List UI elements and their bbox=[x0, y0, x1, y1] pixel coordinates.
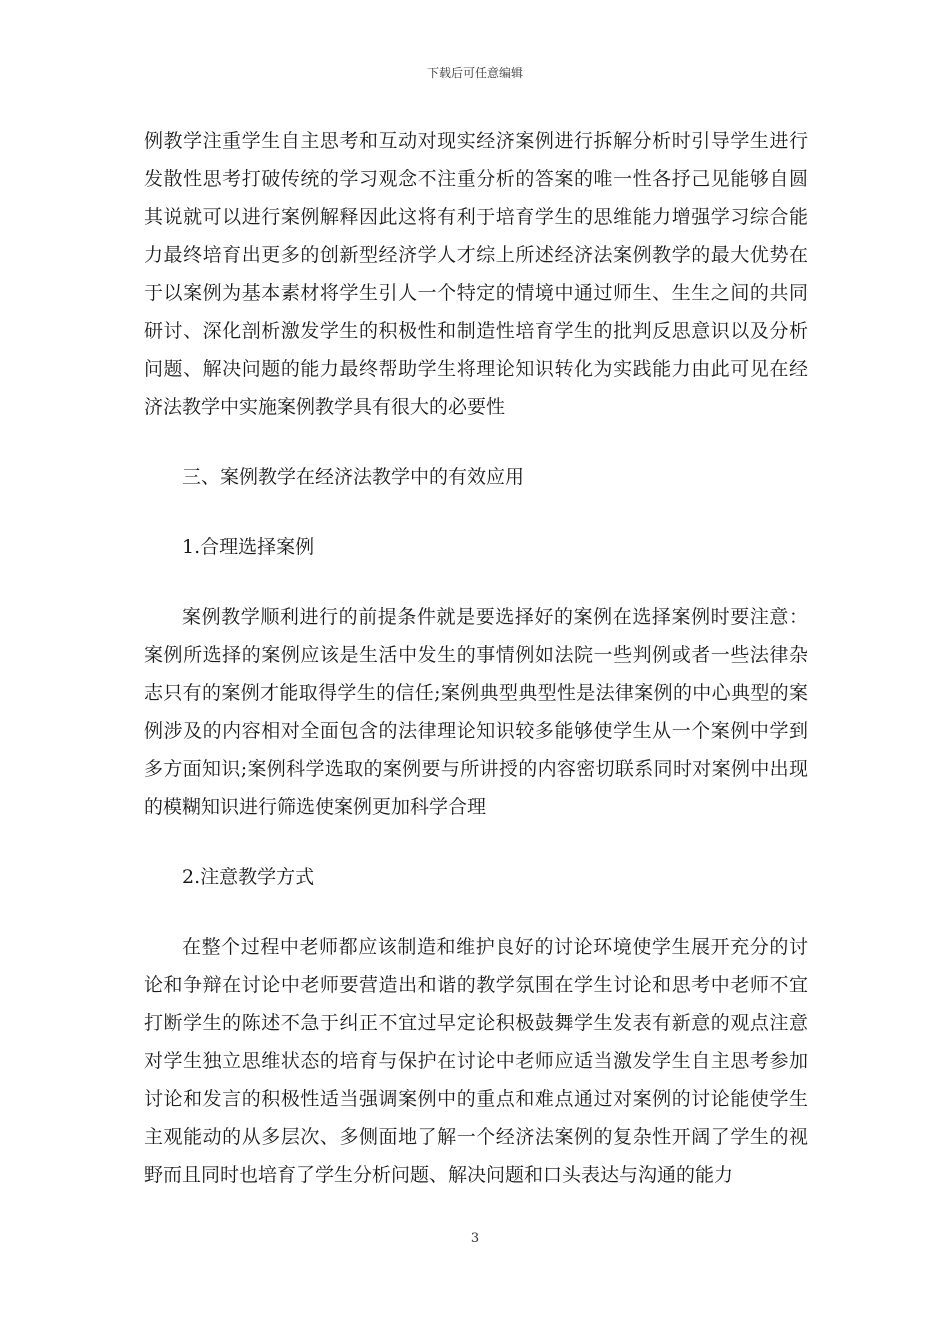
page-number: 3 bbox=[470, 1231, 480, 1246]
paragraph-line: 例教学注重学生自主思考和互动对现实经济案例进行拆解分析时引导学生进行 bbox=[144, 130, 808, 152]
paragraph-line: 其说就可以进行案例解释因此这将有利于培育学生的思维能力增强学习综合能 bbox=[144, 206, 808, 228]
paragraph-line: 打断学生的陈述不急于纠正不宜过早定论积极鼓舞学生发表有新意的观点注意 bbox=[144, 1012, 808, 1034]
paragraph-line: 力最终培育出更多的创新型经济学人才综上所述经济法案例教学的最大优势在 bbox=[144, 244, 808, 266]
paragraph-line: 主观能动的从多层次、多侧面地了解一个经济法案例的复杂性开阔了学生的视 bbox=[144, 1126, 808, 1148]
paragraph-3 bbox=[144, 928, 808, 1194]
page-header: 下载后可任意编辑 bbox=[426, 66, 523, 80]
paragraph-line: 研讨、深化剖析激发学生的积极性和制造性培育学生的批判反思意识以及分析 bbox=[144, 320, 808, 342]
paragraph-line: 的模糊知识进行筛选使案例更加科学合理 bbox=[144, 796, 487, 818]
subheading-1: 1.合理选择案例 bbox=[182, 536, 315, 558]
paragraph-line: 野而且同时也培育了学生分析问题、解决问题和口头表达与沟通的能力 bbox=[144, 1164, 734, 1186]
paragraph-line: 例涉及的内容相对全面包含的法律理论知识较多能够使学生从一个案例中学到 bbox=[144, 720, 808, 742]
paragraph-1 bbox=[144, 122, 808, 426]
paragraph-line: 多方面知识;案例科学选取的案例要与所讲授的内容密切联系同时对案例中出现 bbox=[144, 758, 808, 780]
paragraph-line: 于以案例为基本素材将学生引人一个特定的情境中通过师生、生生之间的共同 bbox=[144, 282, 808, 304]
paragraph-line: 论和争辩在讨论中老师要营造出和谐的教学氛围在学生讨论和思考中老师不宜 bbox=[144, 974, 808, 996]
paragraph-line: 发散性思考打破传统的学习观念不注重分析的答案的唯一性各抒己见能够自圆 bbox=[144, 168, 808, 190]
section-heading: 三、案例教学在经济法教学中的有效应用 bbox=[182, 466, 525, 488]
paragraph-line: 案例所选择的案例应该是生活中发生的事情例如法院一些判例或者一些法律杂 bbox=[144, 644, 808, 666]
paragraph-line: 问题、解决问题的能力最终帮助学生将理论知识转化为实践能力由此可见在经 bbox=[144, 358, 808, 380]
paragraph-line: 志只有的案例才能取得学生的信任;案例典型典型性是法律案例的中心典型的案 bbox=[144, 682, 808, 704]
paragraph-line: 济法教学中实施案例教学具有很大的必要性 bbox=[144, 396, 506, 418]
subheading-2: 2.注意教学方式 bbox=[182, 866, 315, 888]
paragraph-line: 在整个过程中老师都应该制造和维护良好的讨论环境使学生展开充分的讨 bbox=[182, 936, 808, 958]
paragraph-line: 对学生独立思维状态的培育与保护在讨论中老师应适当激发学生自主思考参加 bbox=[144, 1050, 808, 1072]
document-body bbox=[144, 122, 808, 1194]
paragraph-line: 讨论和发言的积极性适当强调案例中的重点和难点通过对案例的讨论能使学生 bbox=[144, 1088, 808, 1110]
paragraph-line: 案例教学顺利进行的前提条件就是要选择好的案例在选择案例时要注意： bbox=[182, 606, 808, 628]
paragraph-2 bbox=[144, 598, 808, 826]
